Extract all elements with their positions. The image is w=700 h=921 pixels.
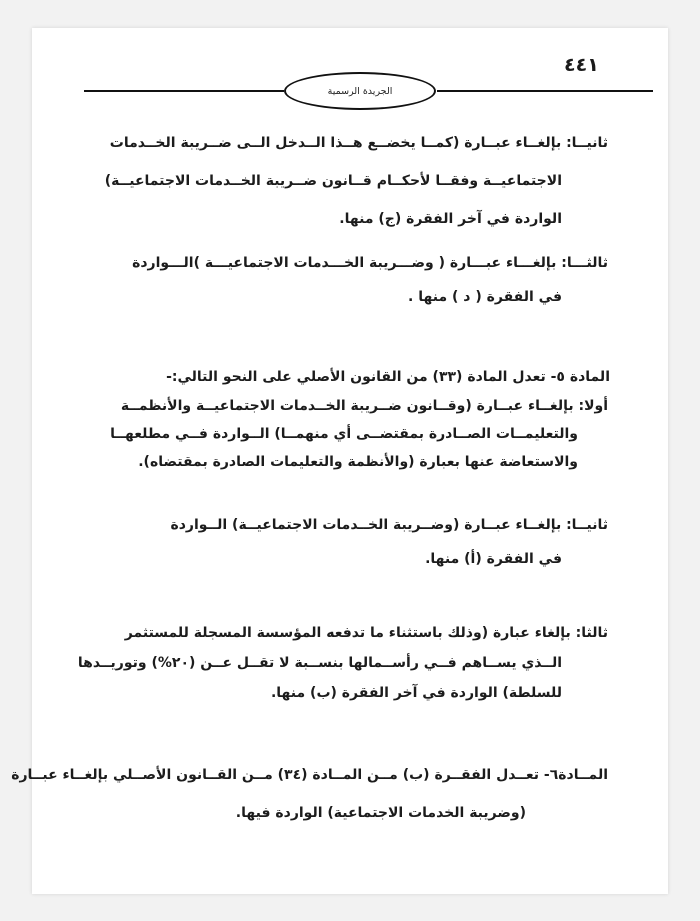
clause-third-a: [68, 246, 608, 314]
clause-line: في الفقرة ( د ) منها .: [408, 289, 562, 305]
article-6: [11, 756, 608, 832]
clause-line: الواردة في آخر الفقرة (ج) منها.: [339, 211, 562, 227]
article-heading-text: المادة ٥- تعدل المادة (٣٣) من القانون الأصلي على النحو التالي:-: [166, 369, 610, 385]
header-rule-right: [437, 90, 653, 92]
clause-line: الاجتماعيــة وفقــا لأحكــام قــانون ضــريبة الخــدمات الاجتماعيــة): [104, 173, 562, 189]
clause-line: في الفقرة (أ) منها.: [425, 551, 562, 567]
clause-second-article-5: [68, 508, 608, 576]
clause-line: الــذي يســاهم فــي رأســمالها بنســبة لا تقــل عــن (٢٠%) وتوريــدها: [77, 655, 562, 671]
clause-line: للسلطة) الواردة في آخر الفقرة (ب) منها.: [270, 685, 562, 701]
clause-line: ثانيــا: بإلغــاء عبــارة (كمــا يخضــع هــذا الــدخل الــى ضــريبة الخــدمات: [109, 135, 608, 151]
clause-line: والتعليمــات الصــادرة بمقتضــى أي منهمــا) الــواردة فــي مطلعهــا: [110, 426, 578, 442]
clause-line: والاستعاضة عنها بعبارة (والأنظمة والتعليمات الصادرة بمقتضاه).: [138, 454, 578, 470]
clause-third-article-5: [68, 618, 608, 708]
page-number: ٤٤١: [564, 54, 599, 76]
header-rule-left: [84, 90, 284, 92]
clause-line: ثانيــا: بإلغــاء عبــارة (وضــريبة الخــدمات الاجتماعيــة) الــواردة: [170, 517, 608, 533]
article-line: (وضريبة الخدمات الاجتماعية) الواردة فيها.: [235, 805, 526, 821]
clause-line: ثالثا: بإلغاء عبارة (وذلك باستثناء ما تدفعه المؤسسة المسجلة للمستثمر: [124, 625, 608, 641]
document-page: [11, 28, 668, 894]
article-line: المــادة٦- تعــدل الفقــرة (ب) مــن المــادة (٣٤) مــن القــانون الأصــلي بإلغــاء عبــارة: [11, 767, 608, 783]
clause-line: ثالثـــا: بإلغـــاء عبـــارة ( وضـــريبة الخـــدمات الاجتماعيـــة )الـــواردة: [132, 255, 608, 271]
clause-first-article-5: [68, 392, 608, 476]
clause-second-a: [68, 124, 608, 238]
article-5-heading: [70, 362, 610, 392]
gazette-masthead-seal: [284, 72, 436, 110]
clause-line: أولا: بإلغــاء عبــارة (وقــانون ضــريبة الخــدمات الاجتماعيــة والأنظمــة: [120, 398, 608, 414]
masthead-label: الجريدة الرسمية: [327, 85, 393, 97]
